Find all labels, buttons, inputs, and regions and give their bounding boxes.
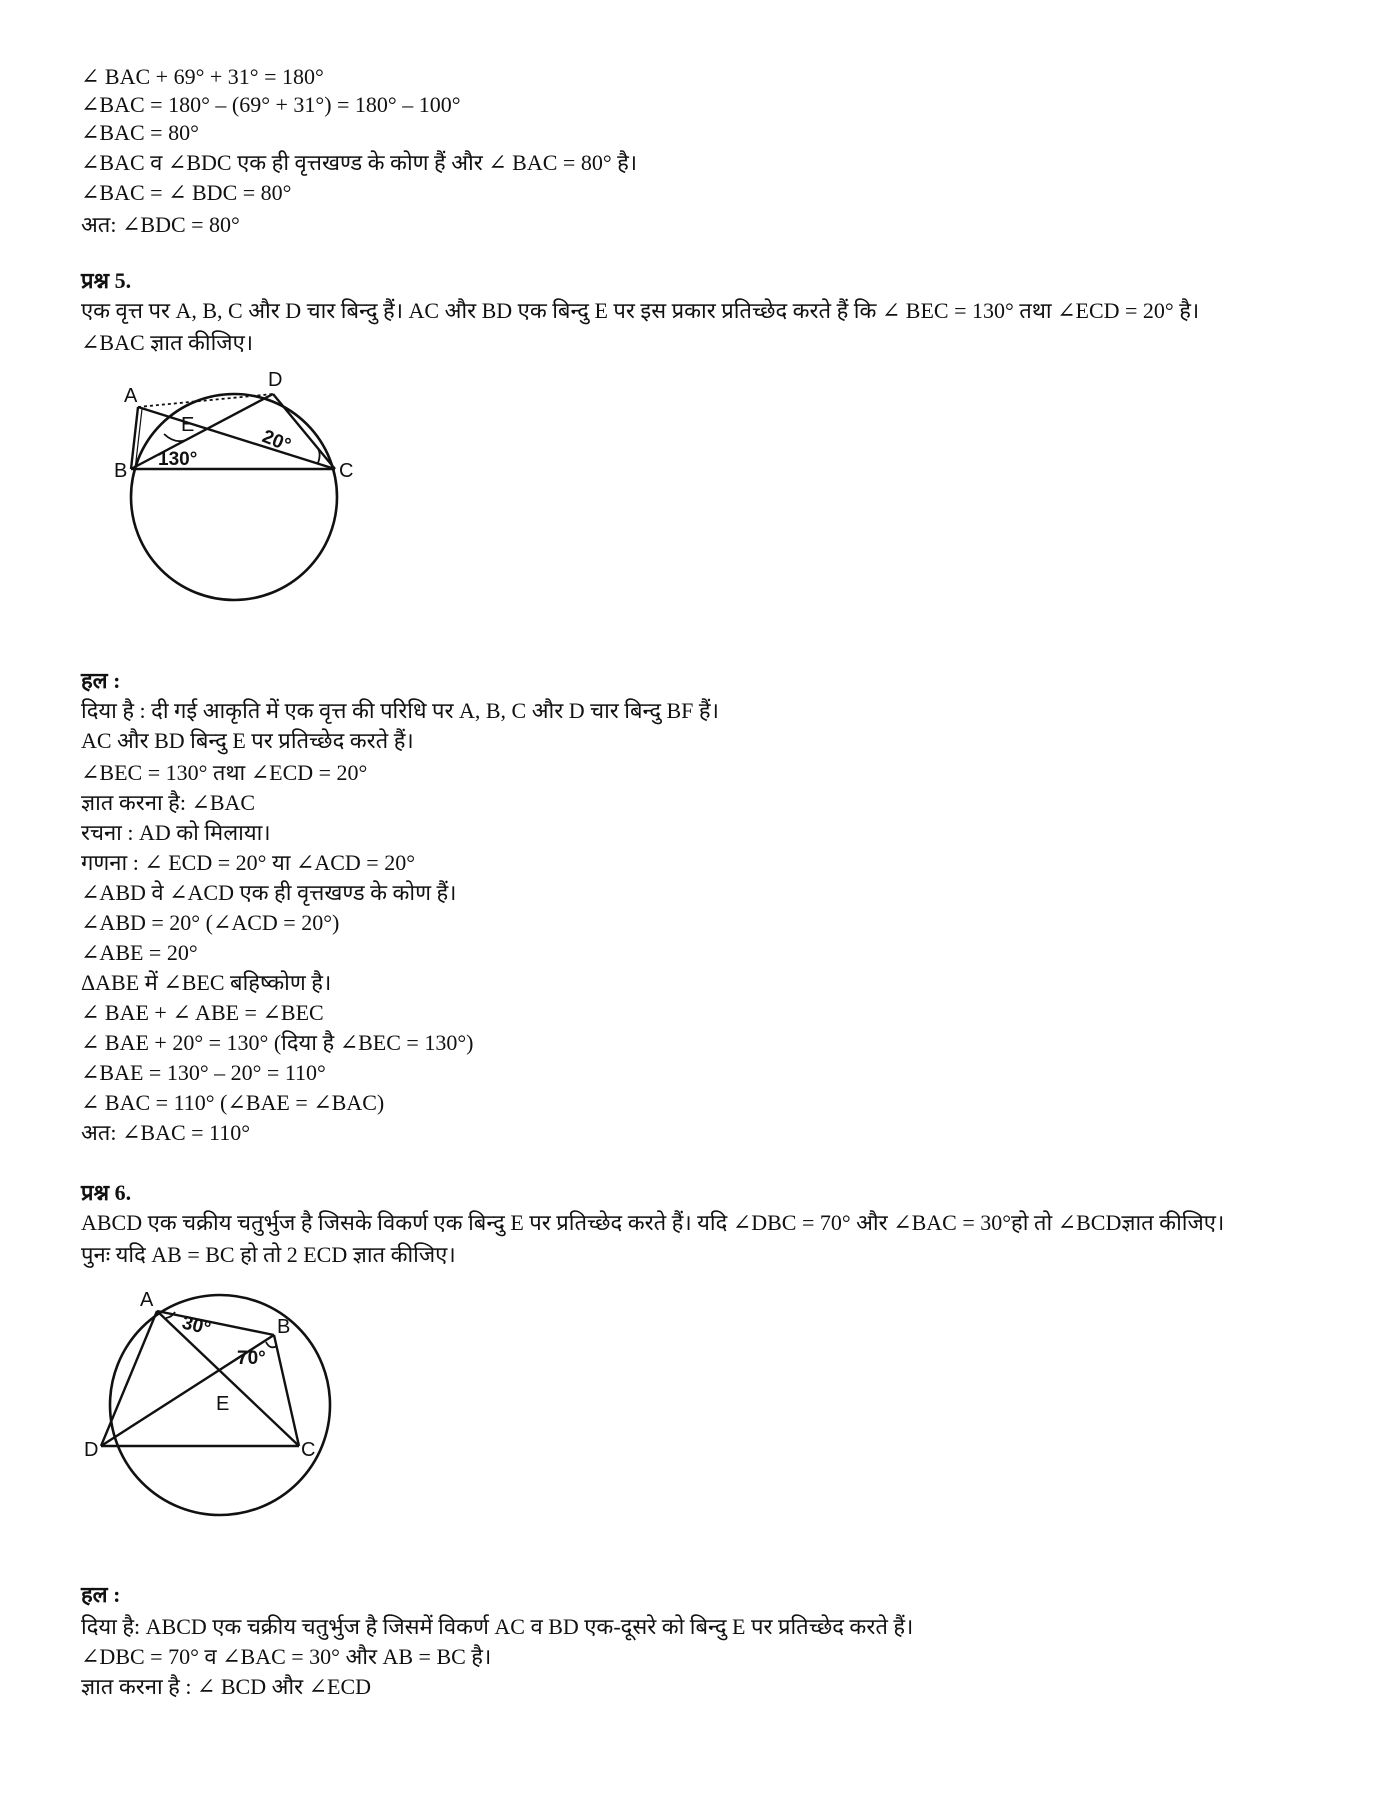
point-b-label: B: [277, 1316, 291, 1338]
solution-line: AC और BD बिन्दु E पर प्रतिच्छेद करते हैं।: [81, 728, 414, 753]
point-a-label: A: [140, 1289, 154, 1311]
angle-ecd-label: 20°: [259, 426, 294, 457]
solution-line: ∠BEC = 130° तथा ∠ECD = 20°: [81, 760, 368, 785]
text-line: अत: ∠BDC = 80°: [81, 212, 240, 237]
point-d-label: D: [84, 1439, 99, 1461]
figure-q6: [80, 1284, 350, 1524]
solution-line: ΔABE में ∠BEC बहिष्कोण है।: [81, 970, 332, 995]
point-a-label: A: [124, 385, 138, 407]
point-d-label: D: [268, 369, 283, 391]
solution-line: अत: ∠BAC = 110°: [81, 1120, 251, 1145]
solution-line: दिया है : दी गई आकृति में एक वृत्त की परिधि पर A, B, C और D चार बिन्दु BF हैं।: [81, 698, 719, 723]
circle: [131, 394, 337, 600]
solution-line: ∠ABD = 20° (∠ACD = 20°): [81, 910, 340, 935]
solution-line: दिया है: ABCD एक चक्रीय चतुर्भुज है जिसमें विकर्ण AC व BD एक-दूसरे को बिन्दु E पर प्रतिच्छेद करते हैं।: [81, 1614, 914, 1639]
text-line: ∠BAC = ∠ BDC = 80°: [81, 180, 292, 205]
solution-line: ∠ABE = 20°: [81, 940, 198, 965]
solution-line: ∠ABD वे ∠ACD एक ही वृत्तखण्ड के कोण हैं।: [81, 880, 457, 905]
angle-bec-label: 130°: [158, 449, 198, 470]
text-line: ∠BAC = 80°: [81, 120, 199, 145]
point-e-label: E: [181, 414, 195, 436]
text-line: ∠ BAC + 69° + 31° = 180°: [81, 64, 324, 89]
question-5-text: एक वृत्त पर A, B, C और D चार बिन्दु हैं। AC और BD एक बिन्दु E पर इस प्रकार प्रतिच्छेद करते हैं कि ∠ BEC = 130° तथा ∠ECD = 20° है।: [81, 298, 1200, 323]
question-5-heading: प्रश्न 5.: [81, 268, 132, 293]
point-c-label: C: [339, 460, 354, 482]
angle-dbc-label: 70°: [237, 1348, 266, 1369]
solution-line: गणना : ∠ ECD = 20° या ∠ACD = 20°: [81, 850, 415, 875]
solution-line: ∠ BAE + ∠ ABE = ∠BEC: [81, 1000, 324, 1025]
question-6-text: पुनः यदि AB = BC हो तो 2 ECD ज्ञात कीजिए।: [81, 1242, 456, 1267]
point-e-label: E: [216, 1393, 230, 1415]
angle-bac-label: 30°: [179, 1312, 213, 1340]
solution-line: ∠ BAE + 20° = 130° (दिया है ∠BEC = 130°): [81, 1030, 474, 1055]
point-c-label: C: [301, 1439, 316, 1461]
point-b-label: B: [114, 460, 128, 482]
solution-line: ∠DBC = 70° व ∠BAC = 30° और AB = BC है।: [81, 1644, 492, 1669]
solution-line: ∠ BAC = 110° (∠BAE = ∠BAC): [81, 1090, 385, 1115]
solution-5-heading: हल :: [81, 668, 121, 693]
solution-6-heading: हल :: [81, 1582, 121, 1607]
question-6-text: ABCD एक चक्रीय चतुर्भुज है जिसके विकर्ण एक बिन्दु E पर प्रतिच्छेद करते हैं। यदि ∠DBC = 70° और ∠BAC = 30°हो तो ∠BCDज्ञात कीजिए।: [81, 1210, 1225, 1235]
solution-line: ∠BAE = 130° – 20° = 110°: [81, 1060, 326, 1085]
solution-line: ज्ञात करना है: ∠BAC: [81, 790, 256, 815]
text-line: ∠BAC = 180° – (69° + 31°) = 180° – 100°: [81, 92, 461, 117]
question-5-text: ∠BAC ज्ञात कीजिए।: [81, 330, 254, 355]
solution-line: रचना : AD को मिलाया।: [81, 820, 271, 845]
solution-line: ज्ञात करना है : ∠ BCD और ∠ECD: [81, 1674, 372, 1699]
text-line: ∠BAC व ∠BDC एक ही वृत्तखण्ड के कोण हैं और ∠ BAC = 80° है।: [81, 150, 638, 175]
figure-q5: [80, 362, 354, 612]
question-6-heading: प्रश्न 6.: [81, 1180, 132, 1205]
